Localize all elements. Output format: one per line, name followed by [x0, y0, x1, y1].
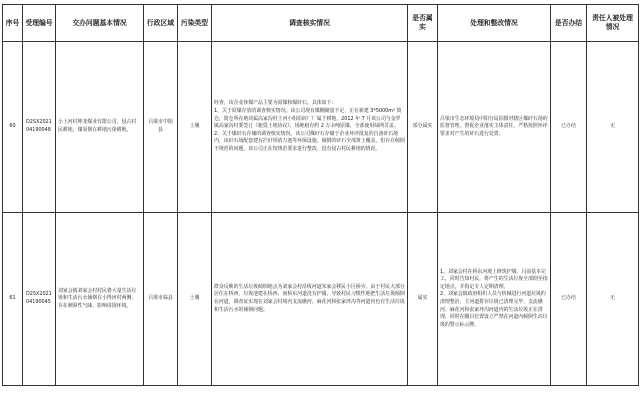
investigation-paragraph: 2、关于煤矸石存储的调查核实情况。该公司煤矸石存储于企业环评批复的自备矸石场内，该矸石场配套建有拦矸坝消力池等环保设施，倾倒的矸石全部黄土覆盖，但存在倾倒不规范的问题，该公司正在按规范要求进行整改，没有侵占村民耕地的情况。: [214, 130, 405, 152]
row-index: 61: [3, 213, 23, 386]
row-is-closed: 已办结: [551, 42, 587, 213]
row-code: D2SX202104190045: [23, 213, 56, 386]
investigation-paragraph: 群众反映的生活垃圾倾倒地点为刘家会村沿线河道朱家会移民小区桥旁。由于村民大部分居住在桥西，垃圾池建在桥西，南桥东河道没有护墙，导致村民习惯性地把生活垃圾倾倒在河道，调查证实现在刘家会村境内支流礁河、麻花河和张家坪沟等河道内也有生活垃圾和生活污水的倾倒问题。: [214, 283, 405, 313]
table-row: [3, 213, 639, 386]
header-is-closed: 是否办结: [551, 5, 587, 42]
handling-paragraph: 2、刘家会镇政府组织人员与机械进行河道垃圾的清理整治，主河道排存垃圾已清理完毕，支流礁河、麻花河和张家坪沟河道内的生活垃圾正在清理，同时在醒目位置设立严禁在河道内倾倒生活垃圾的警示标示牌。: [440, 291, 548, 328]
row-handling: [438, 213, 551, 386]
header-issue: 交办问题基本情况: [56, 5, 144, 42]
header-handling: 处理和整改情况: [438, 5, 551, 42]
header-row: [3, 5, 639, 42]
row-index: 60: [3, 42, 23, 213]
row-is-true: 属实: [408, 213, 438, 386]
row-code: D2SX202104190048: [23, 42, 56, 213]
row-pollution: 土壤: [178, 213, 212, 386]
row-issue: 刘家会镇刘家会村村民将大量生活垃圾和生活污水倾倒在小得河村两侧，存在刺鼻性气味，影响周围环境。: [56, 213, 144, 386]
investigation-paragraph: 经查，该企业涉煤产品主要为原煤和煤矸石。具体如下：: [214, 100, 337, 107]
header-code: 受理编号: [23, 5, 56, 42]
row-investigation: [212, 42, 408, 213]
row-issue: 小土河村坤龙煤业有限公司，侵占村民耕地，煤炭倒在耕地污染耕地。: [56, 42, 144, 213]
row-region: 吕梁市中阳县: [144, 42, 178, 213]
row-pollution: 土壤: [178, 42, 212, 213]
investigation-paragraph: 1、关于原煤存放的调查核实情况。该公司现有煤棚储量不足，正在新建 3*5000m³ 筒仓，筒仓所在地块属高家沟村土河小组原砖厂厂属于耕地，2012 年 7 月该公司与金罗镇高家沟村委签订《租赁土地协议》，场地租有约 2 万余吨原煤，全部使用绿网苫盖。: [214, 108, 402, 130]
row-handling: 吕梁市生态环境局中阳分局拍摄对辖区煤矸石场的监督管理，督促企业落实主体责任，严格按照环评要求对产生的矸石进行处置。: [438, 42, 551, 213]
handling-paragraph: 1、刘家会村在桥东河坡上修筑护墙，目前基本完工，同时告知村民，将产生的生活垃圾全部倒至指定地点，并指定专人定期清理。: [440, 268, 548, 290]
header-index: 序号: [3, 5, 23, 42]
header-accountability: 责任人被处理情况: [587, 5, 639, 42]
table-row: [3, 42, 639, 213]
header-is-true: 是否属实: [408, 5, 438, 42]
header-region: 行政区域: [144, 5, 178, 42]
header-pollution: 污染类型: [178, 5, 212, 42]
case-table: [2, 4, 639, 386]
row-accountability: 无: [587, 213, 639, 386]
row-accountability: 无: [587, 42, 639, 213]
header-investigation: 调查核实情况: [212, 5, 408, 42]
row-is-true: 部分属实: [408, 42, 438, 213]
row-region: 吕梁市临县: [144, 213, 178, 386]
row-investigation: [212, 213, 408, 386]
row-is-closed: 已办结: [551, 213, 587, 386]
